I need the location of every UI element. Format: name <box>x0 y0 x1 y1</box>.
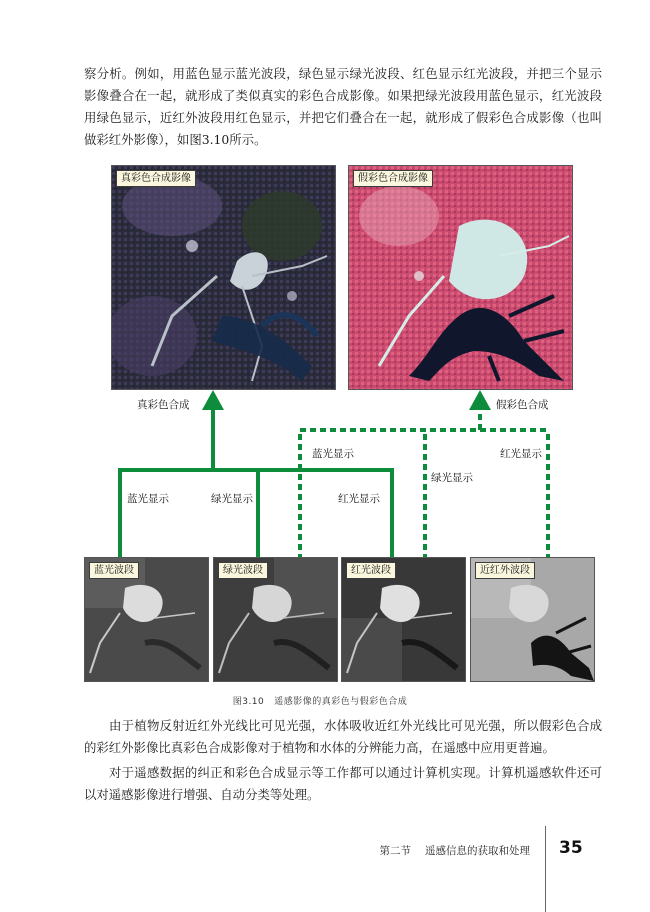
figure-caption-text: 遥感影像的真彩色与假彩色合成 <box>274 697 408 707</box>
false-color-connectors <box>300 410 548 560</box>
green-band-image <box>213 557 338 682</box>
true-color-label: 真彩色合成 <box>137 399 190 411</box>
arrow-label-false-green: 绿光显示 <box>431 472 473 484</box>
false-color-tag: 假彩色合成影像 <box>353 170 433 187</box>
software-paragraph: 对于遥感数据的纠正和彩色合成显示等工作都可以通过计算机实现。计算机遥感软件还可以对遥感影像进行增强、自动分类等处理。 <box>84 765 602 802</box>
page-number: 35 <box>559 838 583 858</box>
false-color-label: 假彩色合成 <box>496 399 549 411</box>
true-color-arrowhead <box>202 390 224 410</box>
section-title: 遥感信息的获取和处理 <box>425 845 530 857</box>
arrow-label-true-blue: 蓝光显示 <box>127 493 169 505</box>
false-color-satellite-picture <box>349 166 572 389</box>
figure-caption <box>0 694 650 707</box>
blue-band-image <box>84 557 209 682</box>
footer-divider <box>545 826 546 912</box>
true-color-image <box>111 165 336 390</box>
red-band-tag: 红光波段 <box>346 562 396 579</box>
figure-number: 图3.10 <box>232 697 265 707</box>
explanation-paragraph: 由于植物反射近红外光线比可见光强，水体吸收近红外光线比可见光强，所以假彩色合成的彩红外影像比真彩色合成影像对于植物和水体的分辨能力高，在遥感中应用更普遍。 <box>84 718 602 755</box>
arrow-label-false-red: 红光显示 <box>500 448 542 460</box>
arrow-label-false-blue: 蓝光显示 <box>312 448 354 460</box>
false-color-image <box>348 165 573 390</box>
green-band-tag: 绿光波段 <box>218 562 268 579</box>
running-footer <box>380 843 531 858</box>
arrow-label-true-green: 绿光显示 <box>211 493 253 505</box>
section-number: 第二节 <box>379 845 411 857</box>
false-color-arrowhead <box>469 390 491 410</box>
true-color-tag: 真彩色合成影像 <box>116 170 196 187</box>
intro-paragraph: 察分析。例如，用蓝色显示蓝光波段，绿色显示绿光波段、红色显示红光波段，并把三个显示影像叠合在一起，就形成了类似真实的彩色合成影像。如果把绿光波段用蓝色显示，红光波段用绿色显示，近红外波段用红色显示，并把它们叠合在一起，就形成了假彩色合成影像（也叫做彩红外影像），如图3.10所示。 <box>84 66 602 147</box>
true-color-connectors <box>118 410 394 560</box>
red-band-image <box>341 557 466 682</box>
arrow-label-true-red: 红光显示 <box>338 493 380 505</box>
nir-band-tag: 近红外波段 <box>475 562 535 579</box>
true-color-satellite-picture <box>112 166 335 389</box>
blue-band-tag: 蓝光波段 <box>89 562 139 579</box>
nir-band-image <box>470 557 595 682</box>
